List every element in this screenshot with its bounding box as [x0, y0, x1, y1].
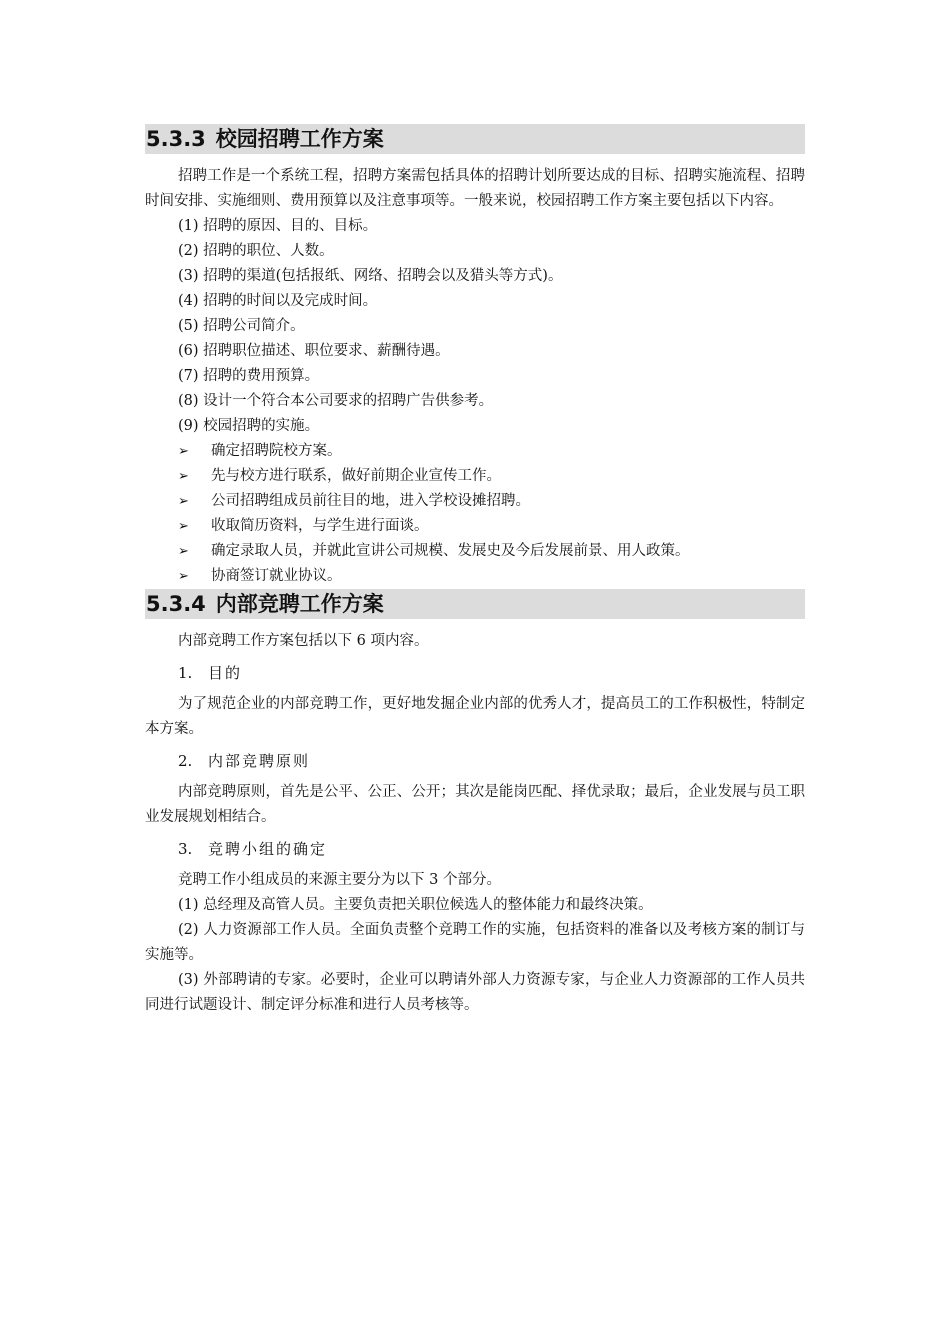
paragraph: (2) 人力资源部工作人员。全面负责整个竞聘工作的实施，包括资料的准备以及考核方案的制订与实施等。 [145, 922, 805, 963]
arrow-bullet-icon: ➢ [178, 519, 189, 534]
paragraph: 为了规范企业的内部竞聘工作，更好地发掘企业内部的优秀人才，提高员工的工作积极性，特制定本方案。 [145, 696, 805, 737]
list-item: (9) 校园招聘的实施。 [178, 418, 320, 434]
bullet-item [145, 489, 805, 514]
paragraph: (1) 总经理及高管人员。主要负责把关职位候选人的整体能力和最终决策。 [178, 897, 653, 913]
list-item: (2) 招聘的职位、人数。 [178, 243, 334, 259]
subsection-number: 3. [178, 840, 193, 858]
list-item: (6) 招聘职位描述、职位要求、薪酬待遇。 [178, 343, 450, 359]
bullet-item [145, 514, 805, 539]
bullet-text: 公司招聘组成员前往目的地，进入学校设摊招聘。 [211, 493, 530, 509]
paragraph: 内部竞聘原则，首先是公平、公正、公开；其次是能岗匹配、择优录取；最后，企业发展与员工职业发展规划相结合。 [145, 784, 805, 825]
bullet-item [145, 464, 805, 489]
subsection-number: 2. [178, 752, 193, 770]
bullet-item [145, 439, 805, 464]
subsection-heading-team [145, 836, 805, 862]
section-title: 校园招聘工作方案 [215, 127, 384, 151]
subsection-title: 目的 [208, 664, 243, 682]
subsection-title: 内部竞聘原则 [208, 752, 311, 770]
list-item: (3) 招聘的渠道(包括报纸、网络、招聘会以及猎头等方式)。 [178, 268, 563, 284]
subsection-number: 1. [178, 664, 193, 682]
section-title: 内部竞聘工作方案 [215, 592, 384, 616]
subsection-title: 竞聘小组的确定 [208, 840, 328, 858]
bullet-text: 收取简历资料，与学生进行面谈。 [211, 518, 429, 534]
section-intro: 内部竞聘工作方案包括以下 6 项内容。 [178, 633, 429, 649]
arrow-bullet-icon: ➢ [178, 569, 189, 584]
bullet-text: 先与校方进行联系，做好前期企业宣传工作。 [211, 468, 501, 484]
paragraph: (3) 外部聘请的专家。必要时，企业可以聘请外部人力资源专家，与企业人力资源部的工作人员共同进行试题设计、制定评分标准和进行人员考核等。 [145, 972, 805, 1013]
section-heading-campus-recruitment [145, 124, 805, 154]
bullet-item [145, 564, 805, 589]
document-page [145, 124, 805, 1018]
list-item: (4) 招聘的时间以及完成时间。 [178, 293, 378, 309]
list-item: (7) 招聘的费用预算。 [178, 368, 320, 384]
arrow-bullet-icon: ➢ [178, 494, 189, 509]
list-item: (1) 招聘的原因、目的、目标。 [178, 218, 378, 234]
subsection-heading-purpose [145, 660, 805, 686]
section-number: 5.3.3 [146, 127, 206, 151]
list-item: (5) 招聘公司简介。 [178, 318, 305, 334]
bullet-text: 确定录取人员，并就此宣讲公司规模、发展史及今后发展前景、用人政策。 [211, 543, 690, 559]
section-intro: 招聘工作是一个系统工程，招聘方案需包括具体的招聘计划所要达成的目标、招聘实施流程、招聘时间安排、实施细则、费用预算以及注意事项等。一般来说，校园招聘工作方案主要包括以下内容。 [145, 168, 805, 209]
bullet-text: 协商签订就业协议。 [211, 568, 342, 584]
bullet-text: 确定招聘院校方案。 [211, 443, 342, 459]
bullet-item [145, 539, 805, 564]
list-item: (8) 设计一个符合本公司要求的招聘广告供参考。 [178, 393, 494, 409]
arrow-bullet-icon: ➢ [178, 469, 189, 484]
subsection-heading-principles [145, 748, 805, 774]
arrow-bullet-icon: ➢ [178, 544, 189, 559]
paragraph: 竞聘工作小组成员的来源主要分为以下 3 个部分。 [178, 872, 501, 888]
section-number: 5.3.4 [146, 592, 206, 616]
section-heading-internal-competition [145, 589, 805, 619]
arrow-bullet-icon: ➢ [178, 444, 189, 459]
